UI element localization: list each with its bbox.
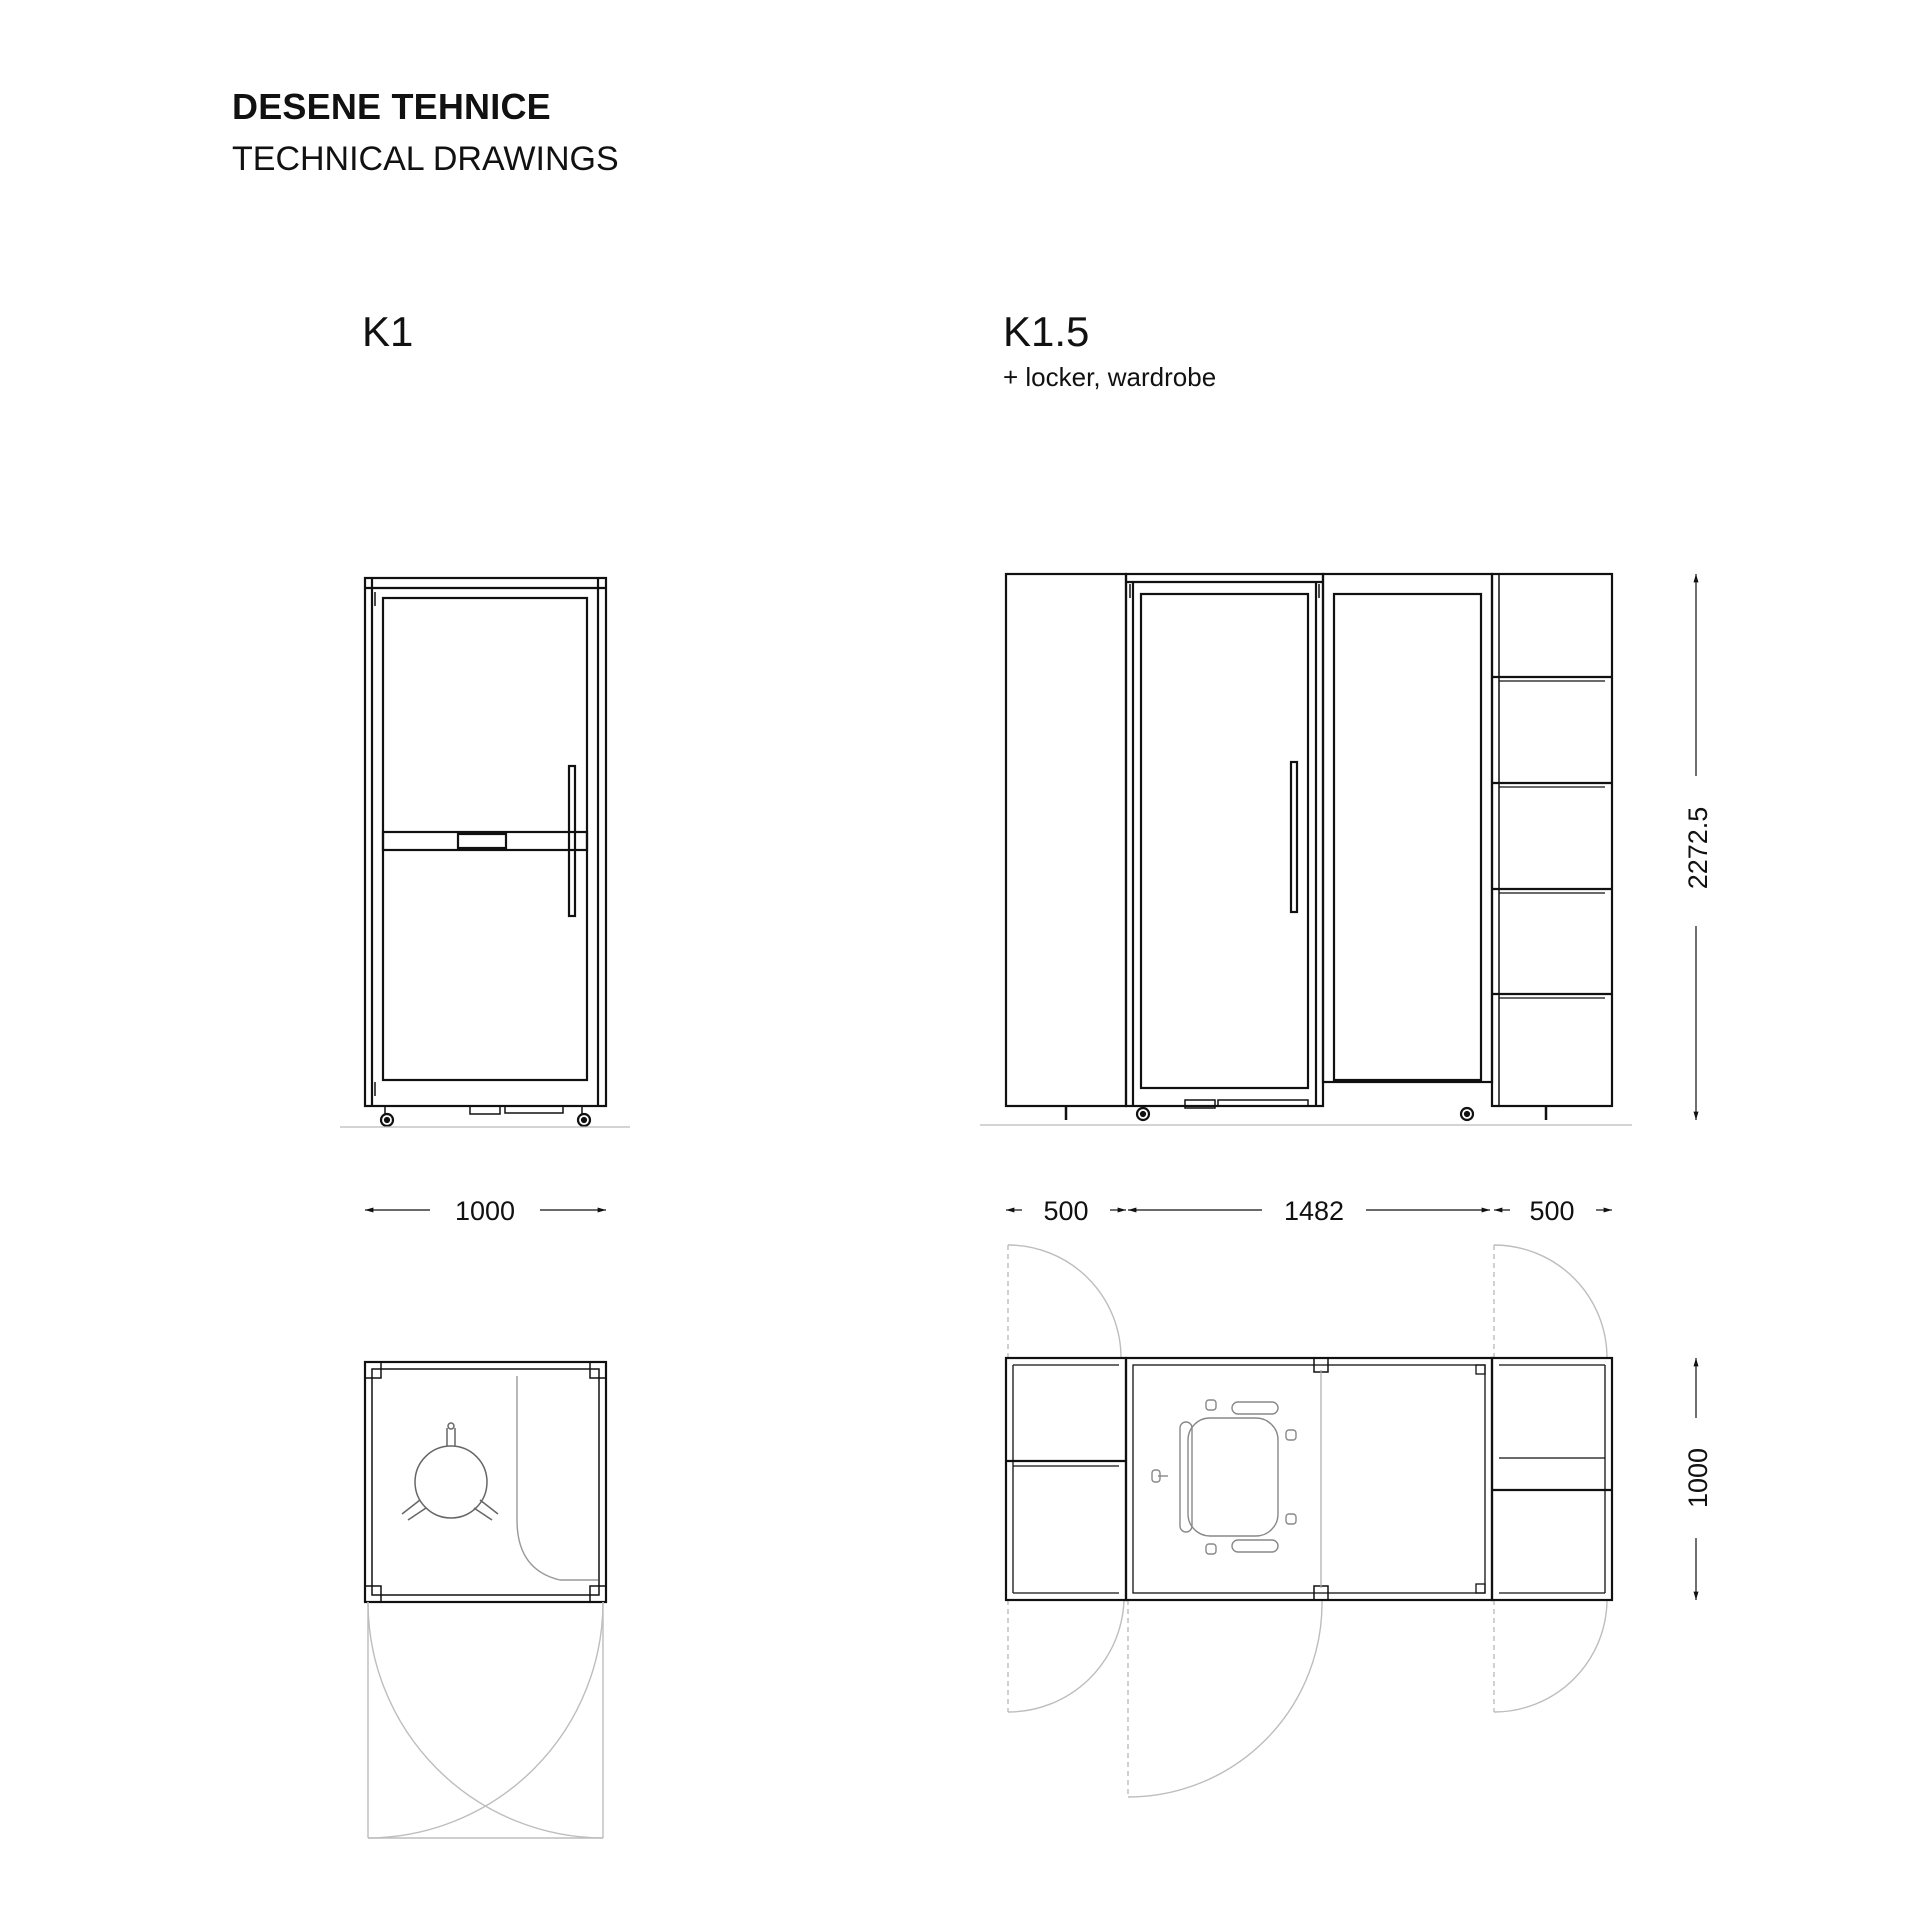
page-title: DESENE TEHNICE (232, 86, 551, 127)
k1-left-wheel-icon (381, 1106, 393, 1126)
k1-plan-view (365, 1362, 606, 1602)
k1-control-panel (458, 834, 506, 848)
k15-cabin (1126, 574, 1323, 1106)
model-k15-subtitle: + locker, wardrobe (1003, 362, 1217, 392)
k15-right-wheel-icon (1461, 1108, 1473, 1120)
k1-door-swing (368, 1602, 603, 1838)
k1-glass-door (383, 598, 587, 1080)
k1-width-label: 1000 (454, 1196, 516, 1226)
model-k1-label: K1 (362, 308, 414, 355)
k15-left-wheel-icon (1137, 1108, 1149, 1120)
page-subtitle: TECHNICAL DRAWINGS (232, 140, 619, 178)
k1-plan-outline (365, 1362, 606, 1602)
k1-corner-desk (517, 1376, 598, 1580)
k1-front-elevation (365, 578, 606, 1126)
k15-door-handle (1291, 762, 1297, 912)
k15-depth-label: 1000 (1683, 1447, 1713, 1509)
k15-center-width-label: 1482 (1283, 1196, 1345, 1226)
k15-plan-wardrobe (1492, 1358, 1612, 1600)
k15-wardrobe (1492, 574, 1612, 1106)
k1-door-handle (569, 766, 575, 916)
k1-base-unit (470, 1106, 500, 1114)
k15-glass-door (1141, 594, 1308, 1088)
k15-right-width-label: 500 (1529, 1196, 1575, 1226)
k15-door-swings (1008, 1245, 1607, 1797)
k15-side-glass (1323, 574, 1492, 1082)
k15-left-locker (1006, 574, 1126, 1106)
k15-plan-left-locker (1006, 1358, 1126, 1600)
k15-front-elevation (1006, 574, 1612, 1120)
k15-plan-cabin (1126, 1358, 1492, 1600)
k1-right-wheel-icon (578, 1106, 590, 1126)
k1-stool-icon (402, 1423, 498, 1520)
model-k15-label: K1.5 (1003, 308, 1090, 355)
k15-plan-view (1006, 1358, 1612, 1600)
k15-height-label: 2272.5 (1683, 806, 1713, 890)
k15-left-width-label: 500 (1043, 1196, 1089, 1226)
k15-office-chair-icon (1152, 1400, 1296, 1554)
